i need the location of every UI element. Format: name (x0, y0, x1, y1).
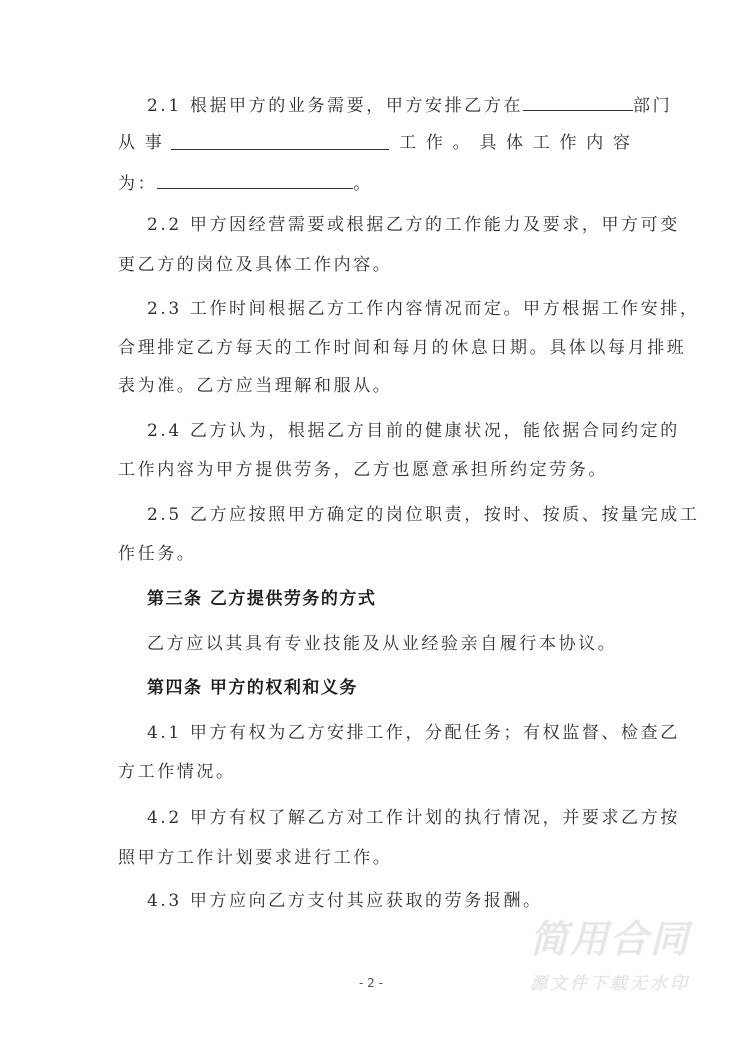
clause-2-2-line-2: 更乙方的岗位及具体工作内容。 (118, 255, 393, 275)
watermark-subtitle: 源文件下载无水印 (530, 974, 690, 994)
clause-2-2-line-1: 2.2 甲方因经营需要或根据乙方的工作能力及要求，甲方可变 (147, 215, 680, 235)
clause-4-2-line-2: 照甲方工作计划要求进行工作。 (118, 848, 393, 868)
char: 内 (586, 133, 604, 153)
clause-4-3: 4.3 甲方应向乙方支付其应获取的劳务报酬。 (147, 891, 543, 911)
clause-4-2-line-1: 4.2 甲方有权了解乙方对工作计划的执行情况，并要求乙方按 (147, 808, 680, 828)
clause-2-1-department-suffix: 部门 (633, 96, 673, 116)
clause-2-3-line-2: 合理排定乙方每天的工作时间和每月的休息日期。具体以每月排班 (118, 338, 687, 358)
char: 具 (479, 133, 497, 153)
clause-2-5-line-1: 2.5 乙方应按照甲方确定的岗位职责，按时、按质、按量完成工 (147, 505, 700, 525)
clause-4-1-line-1: 4.1 甲方有权为乙方安排工作，分配任务；有权监督、检查乙 (147, 723, 680, 743)
page-number: - 2 - (359, 976, 383, 990)
char: 工 (399, 133, 417, 153)
article-3-heading: 第三条 乙方提供劳务的方式 (147, 589, 377, 609)
clause-2-1-content-label: 为： (118, 174, 158, 194)
clause-2-4-line-2: 工作内容为甲方提供劳务，乙方也愿意承担所约定劳务。 (118, 460, 608, 480)
watermark-title: 简用合同 (529, 917, 690, 961)
job-blank (171, 131, 389, 150)
clause-2-1-line-3 (118, 170, 373, 196)
clause-2-1-text: 2.1 根据甲方的业务需要，甲方安排乙方在 (147, 96, 524, 116)
char: 作 (425, 133, 443, 153)
clause-2-3-line-3: 表为准。乙方应当理解和服从。 (118, 376, 393, 396)
clause-2-1-line-1 (147, 92, 672, 118)
clause-2-4-line-1: 2.4 乙方认为，根据乙方目前的健康状况，能依据合同约定的 (147, 421, 680, 441)
article-4-heading: 第四条 甲方的权利和义务 (147, 678, 358, 698)
clause-2-1-line-2 (118, 131, 630, 155)
char: 体 (506, 133, 524, 153)
char: 作 (559, 133, 577, 153)
period: 。 (353, 174, 373, 194)
clause-4-1-line-2: 方工作情况。 (118, 762, 236, 782)
clause-2-5-line-2: 作任务。 (118, 544, 197, 564)
article-3-text: 乙方应以其具有专业技能及从业经验亲自履行本协议。 (147, 634, 618, 654)
char: 容 (612, 133, 630, 153)
clause-2-3-line-1: 2.3 工作时间根据乙方工作内容情况而定。甲方根据工作安排， (147, 299, 700, 319)
char: 从 (118, 133, 135, 153)
department-blank (523, 92, 633, 111)
content-blank (157, 170, 353, 189)
char: 。 (452, 133, 470, 153)
char: 工 (532, 133, 550, 153)
char: 事 (144, 133, 162, 153)
